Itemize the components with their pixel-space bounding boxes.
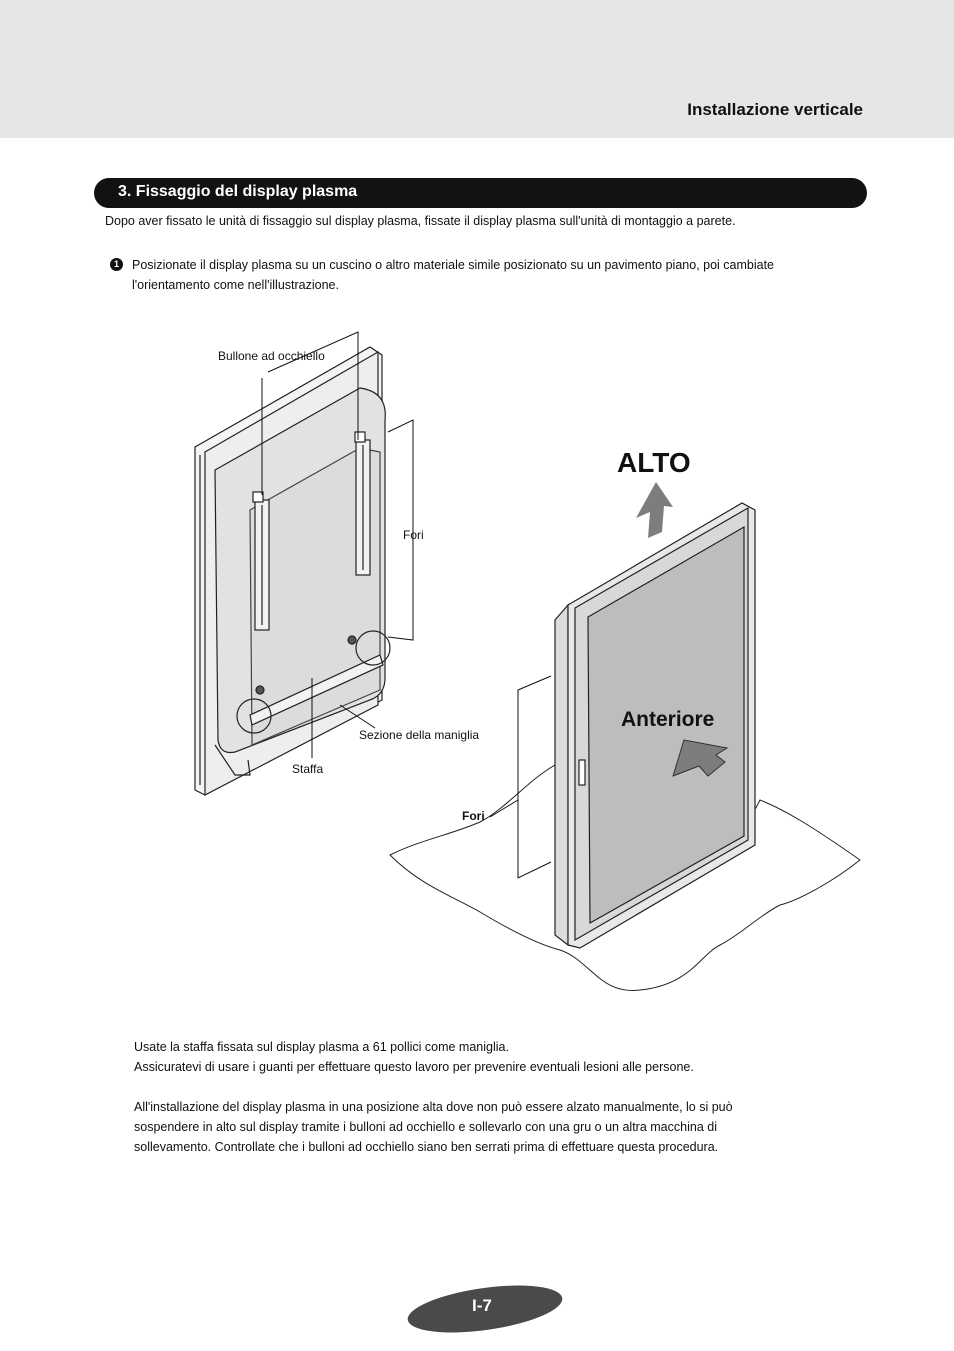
intro-text: Dopo aver fissato le unità di fissaggio sul display plasma, fissate il display plasma sull'unità di montaggio a parete. <box>105 214 736 228</box>
step-number-badge: 1 <box>110 258 123 271</box>
up-arrow-icon <box>636 482 673 538</box>
page-header-title: Installazione verticale <box>687 100 863 119</box>
page-number: I-7 <box>472 1296 492 1315</box>
handle-note <box>134 1037 774 1077</box>
lifting-note <box>134 1097 774 1157</box>
section-title: 3. Fissaggio del display plasma <box>118 183 358 200</box>
note-line-2: Assicuratevi di usare i guanti per effettuare questo lavoro per prevenire eventuali lesioni alle persone. <box>134 1060 694 1074</box>
step-text: Posizionate il display plasma su un cuscino o altro materiale simile posizionato su un pavimento piano, poi cambiate l'orientamento come nell'illustrazione. <box>132 258 775 292</box>
leader-lines-front <box>490 676 551 878</box>
eyebolt-label: Bullone ad occhiello <box>218 349 325 363</box>
holes-front-label: Fori <box>462 809 485 823</box>
note-line-1: Usate la staffa fissata sul display plasma a 61 pollici come maniglia. <box>134 1040 509 1054</box>
handle-section-label: Sezione della maniglia <box>359 728 480 742</box>
note-paragraph-2: All'installazione del display plasma in una posizione alta dove non può essere alzato manualmente, lo si può sospendere in alto sul display tramite i bulloni ad occhiello e sollevarlo con una gru o un altra macchina di sollevamento. Controllate che i bulloni ad occhiello siano ben serrati prima di effettuare questa procedura. <box>134 1100 733 1154</box>
front-label: Anteriore <box>621 708 715 731</box>
bracket-label: Staffa <box>292 762 324 776</box>
holes-rear-label: Fori <box>403 528 424 542</box>
up-label: ALTO <box>617 447 691 478</box>
